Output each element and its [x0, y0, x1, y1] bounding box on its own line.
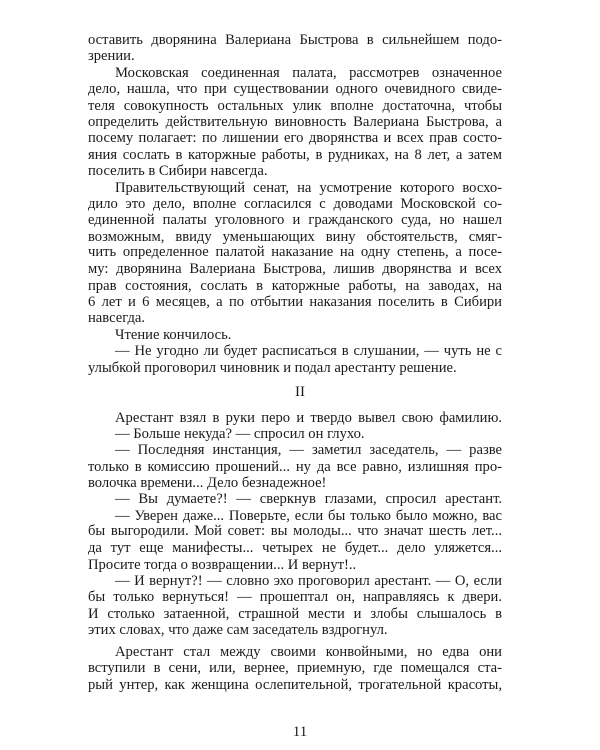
text-line: только в комиссию прошений... ну да все равно, излишняя про- [88, 459, 502, 475]
text-line: теля совокупность остальных улик вполне достаточна, чтобы [88, 98, 502, 114]
text-line: Правительствующий сенат, на усмотрение которого восхо- [115, 180, 502, 196]
text-line: определить действительную виновность Валериана Быстрова, а [88, 114, 502, 130]
text-line: волочка времени... Дело безнадежное! [88, 475, 327, 491]
text-line: Арестант взял в руки перо и твердо вывел свою фамилию. [115, 410, 502, 426]
text-line: чить определенное палатой наказание на одну степень, а посе- [88, 244, 502, 260]
text-line: оставить дворянина Валериана Быстрова в сильнейшем подо- [88, 32, 502, 48]
text-line: — Не угодно ли будет расписаться в слушании, — чуть не с [115, 343, 502, 359]
text-line: бы только вернуться! — прошептал он, направляясь к двери. [88, 589, 502, 605]
text-line: дело, нашла, что при существовании одного очевидного свиде- [88, 81, 502, 97]
text-line: — Последняя инстанция, — заметил заседатель, — разве [115, 442, 502, 458]
text-line: Чтение кончилось. [115, 327, 232, 343]
text-line: рый унтер, как женщина ослепительной, трогательной красоты, [88, 677, 502, 693]
text-line: прав состояния, сослать в каторжные работы, на заводах, на [88, 278, 502, 294]
text-line: поселить в Сибири навсегда. [88, 163, 268, 179]
text-line: му: дворянина Валериана Быстрова, лишив дворянства и всех [88, 261, 502, 277]
text-line: — И вернут?! — словно эхо проговорил арестант. — О, если [115, 573, 502, 589]
text-line: навсегда. [88, 310, 146, 326]
text-line: этих словах, что даже сам заседатель вздрогнул. [88, 622, 388, 638]
text-line: — Вы думаете?! — сверкнув глазами, спросил арестант. [115, 491, 502, 507]
text-line: дило это дело, вполне согласился с доводами Московской со- [88, 196, 502, 212]
text-line: И столько затаенной, страшной мести и злобы слышалось в [88, 606, 502, 622]
text-line: бы выгородили. Мой совет: вы молоды... что значат шесть лет... [88, 523, 502, 539]
text-line: Московская соединенная палата, рассмотрев означенное [115, 65, 502, 81]
text-line: улыбкой проговорил чиновник и подал арестанту решение. [88, 360, 457, 376]
text-line: возможным, ввиду уменьшающих вину обстоятельств, смяг- [88, 229, 502, 245]
text-line: единенной палаты уголовного и гражданского суда, но нашел [88, 212, 502, 228]
page-number: 11 [292, 724, 308, 740]
text-line: яния сослать в каторжные работы, в рудниках, на 8 лет, а затем [88, 147, 502, 163]
text-line: зрении. [88, 48, 135, 64]
text-line: 6 лет и 6 месяцев, а по отбытии наказания поселить в Сибири [88, 294, 502, 310]
text-line: да тут еще манифесты... четырех не будет... дело уляжется... [88, 540, 502, 556]
text-line: посему полагает: по лишении его дворянства и всех прав состо- [88, 130, 502, 146]
text-line: вступили в сени, или, вернее, приемную, где помещался ста- [88, 660, 502, 676]
text-line: Просите тогда о возвращении... И вернут!.. [88, 557, 357, 573]
text-line: — Больше некуда? — спросил он глухо. [115, 426, 365, 442]
text-line: Арестант стал между своими конвойными, но едва они [115, 644, 502, 660]
text-line: — Уверен даже... Поверьте, если бы только было можно, вас [115, 508, 502, 524]
section-heading: II [295, 384, 305, 400]
